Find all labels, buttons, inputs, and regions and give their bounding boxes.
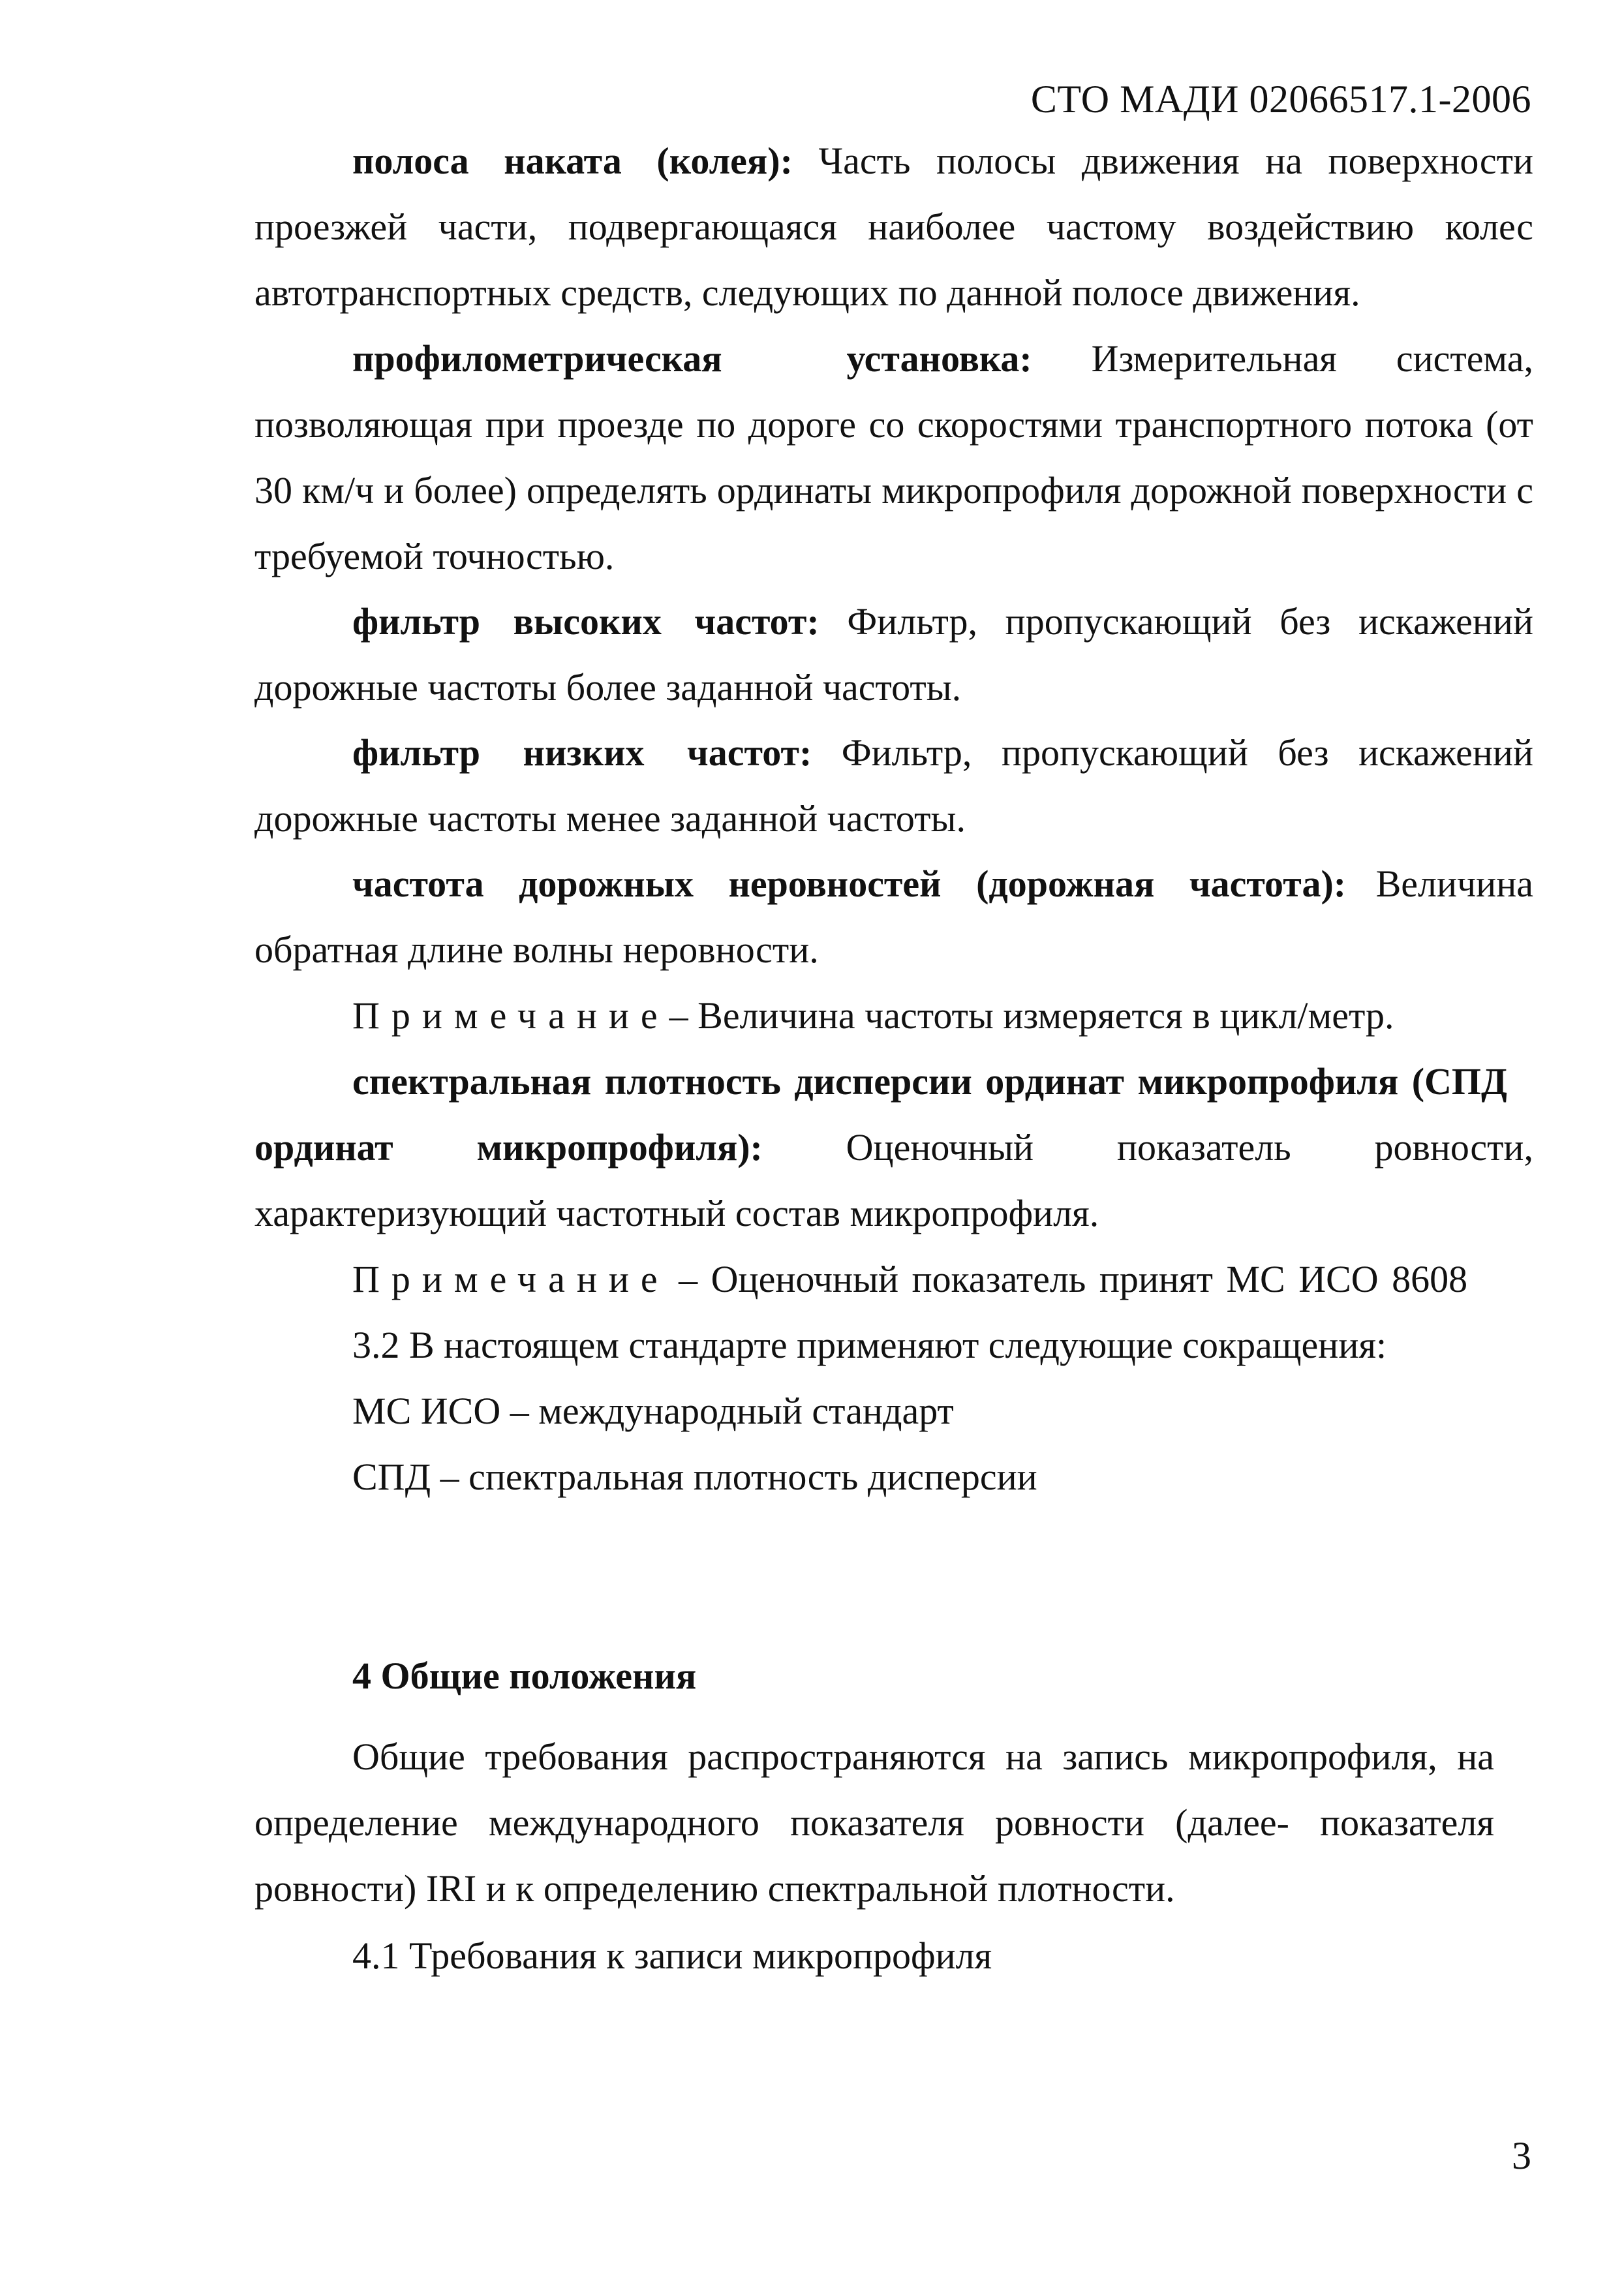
spd-term-part: микропрофиля): <box>476 1126 763 1169</box>
definition-term: профилометрическая установка: <box>352 337 1032 380</box>
definition-paragraph <box>254 326 1533 589</box>
section-heading: 4 Общие положения <box>352 1655 697 1697</box>
spd-term-part: ординат <box>254 1126 393 1169</box>
definition-paragraph <box>254 720 1533 851</box>
definition-term: полоса наката (колея): <box>352 140 793 182</box>
definition-paragraph <box>254 851 1533 983</box>
definition-text: Часть полосы движения на поверхности проезжей части, подвергающаяся наиболее частому воздействию колес автотранспортных средств, следующих по данной полосе движения. <box>254 140 1533 314</box>
definition-term: фильтр высоких частот: <box>352 600 820 643</box>
abbreviation-item: МС ИСО – международный стандарт <box>352 1390 954 1432</box>
subsection-heading: 4.1 Требования к записи микропрофиля <box>352 1934 992 1977</box>
note-text: – Оценочный показатель принят МС ИСО 8608 <box>679 1258 1468 1300</box>
spd-term-line: спектральная плотность дисперсии ординат микропрофиля (СПД <box>352 1060 1507 1103</box>
definition-text: Фильтр, пропускающий без искажений дорожные частоты менее заданной частоты. <box>254 731 1534 840</box>
note-text: – Величина частоты измеряется в цикл/метр. <box>669 994 1394 1037</box>
definition-paragraph <box>254 588 1533 720</box>
definition-text: Измерительная система, позволяющая при проезде по дороге со скоростями транспортного потока (от 30 км/ч и более) определять ординаты микропрофиля дорожной поверхности с требуемой точностью. <box>254 337 1533 577</box>
abbreviation-item: СПД – спектральная плотность дисперсии <box>352 1456 1037 1498</box>
spd-text-part: ровности, <box>1374 1126 1533 1169</box>
definition-text: Величина обратная длине волны неровности. <box>254 863 1533 971</box>
document-header: СТО МАДИ 02066517.1-2006 <box>1030 78 1531 121</box>
spd-text-part: Оценочный <box>846 1126 1034 1169</box>
definition-paragraph <box>254 128 1533 326</box>
definition-term: частота дорожных неровностей (дорожная частота): <box>352 863 1347 905</box>
spd-definition-continuation: характеризующий частотный состав микропрофиля. <box>254 1192 1099 1234</box>
abbreviations-intro: 3.2 В настоящем стандарте применяют следующие сокращения: <box>352 1324 1387 1366</box>
section-body: Общие требования распространяются на запись микропрофиля, на определение международного показателя ровности (далее- показателя ровности) IRI и к определению спектральной плотности. <box>254 1735 1494 1910</box>
spd-definition-line <box>254 1114 1533 1180</box>
note-line <box>352 983 1394 1048</box>
note-label: Примечание <box>352 1258 669 1300</box>
note-label: Примечание <box>352 994 669 1037</box>
definition-text: Фильтр, пропускающий без искажений дорожные частоты более заданной частоты. <box>254 600 1533 709</box>
page-number: 3 <box>1512 2134 1531 2177</box>
note-line <box>352 1246 1467 1312</box>
spd-text-part: показатель <box>1116 1126 1291 1169</box>
definition-term: фильтр низких частот: <box>352 731 812 774</box>
